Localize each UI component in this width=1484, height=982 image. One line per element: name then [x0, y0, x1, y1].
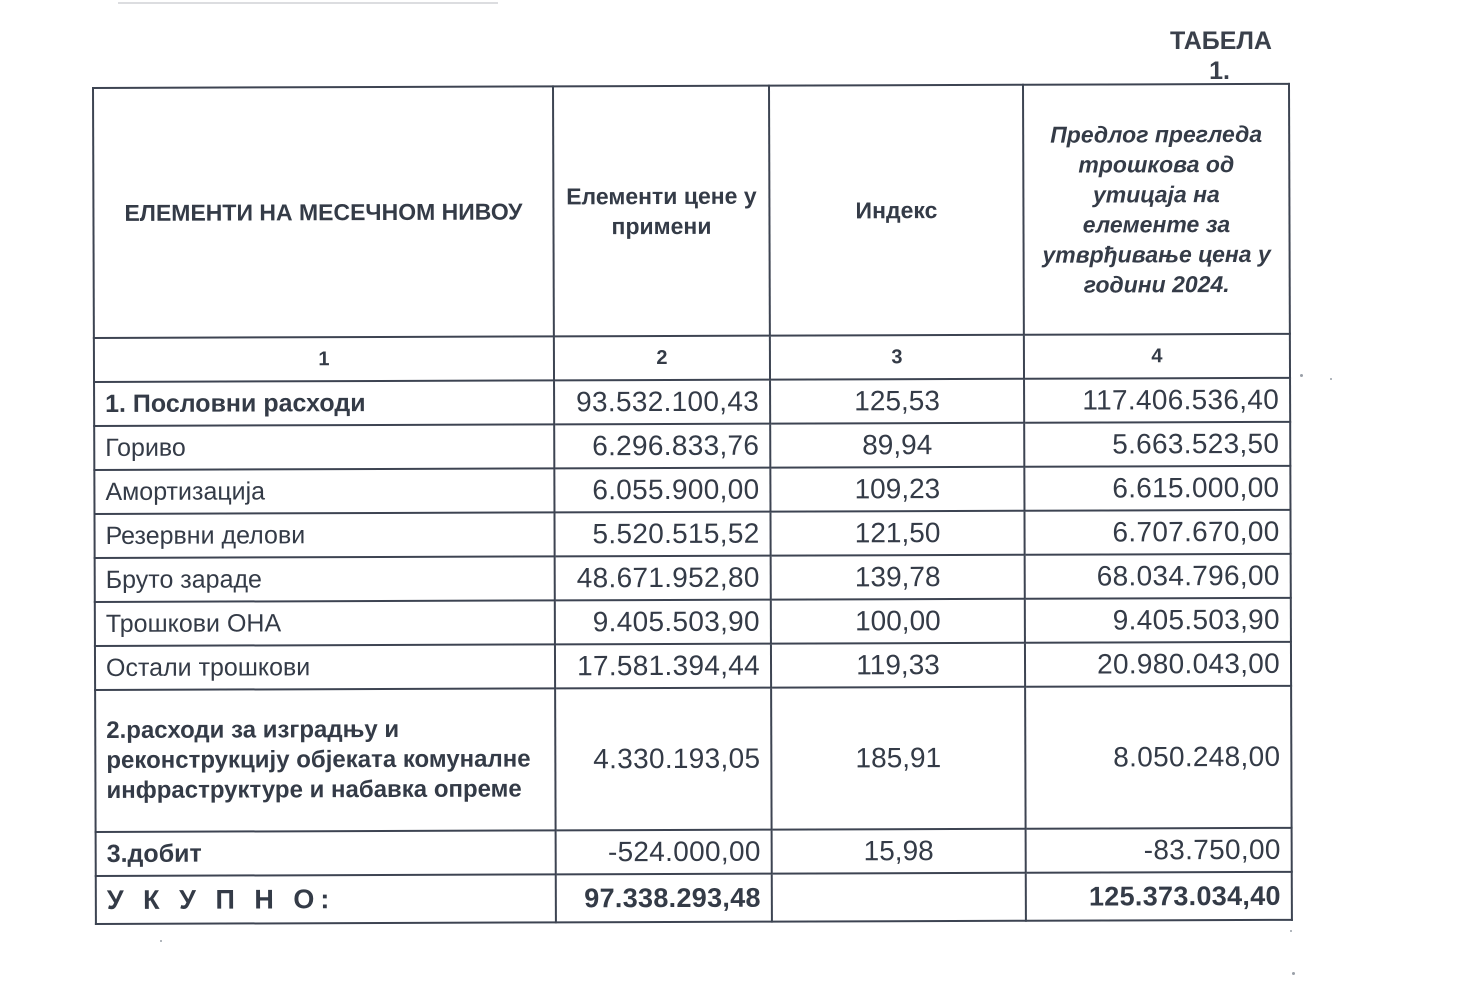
row-index: 121,50: [770, 511, 1024, 556]
table-label-title: ТАБЕЛА: [1170, 27, 1272, 55]
row-index: 185,91: [771, 687, 1025, 830]
row-price: 4.330.193,05: [555, 688, 771, 831]
row-label: Бруто зараде: [95, 556, 555, 602]
row-label: Трошкови ОНА: [95, 600, 555, 646]
row-price: 6.055.900,00: [554, 468, 770, 513]
row-index: 119,33: [771, 643, 1025, 688]
table-label: [1150, 26, 1280, 86]
row-label: Резервни делови: [94, 512, 554, 558]
total-price: 97.338.293,48: [556, 874, 772, 923]
table-row: [94, 466, 1290, 514]
row-price: -524.000,00: [556, 830, 772, 875]
header-elements-monthly: ЕЛЕМЕНТИ НА МЕСЕЧНОМ НИВОУ: [93, 86, 554, 338]
table-row: [95, 598, 1291, 646]
table-row: [95, 554, 1291, 602]
scan-speck: [1292, 972, 1295, 975]
row-index: 125,53: [770, 379, 1024, 424]
row-proposal: 6.615.000,00: [1024, 466, 1290, 511]
row-label: Гориво: [94, 424, 554, 470]
scan-speck: [1330, 378, 1332, 380]
column-number: 1: [94, 336, 554, 382]
table-row: [94, 422, 1290, 470]
row-price: 93.532.100,43: [554, 380, 770, 425]
row-price: 9.405.503,90: [555, 600, 771, 645]
row-proposal: 8.050.248,00: [1025, 686, 1291, 829]
row-proposal: 117.406.536,40: [1024, 378, 1290, 423]
row-proposal: 20.980.043,00: [1025, 642, 1291, 687]
table-label-number: 1.: [1209, 57, 1230, 85]
row-proposal: 68.034.796,00: [1025, 554, 1291, 599]
total-index: [772, 873, 1026, 922]
row-proposal: 5.663.523,50: [1024, 422, 1290, 467]
scan-speck: [1290, 930, 1292, 932]
row-proposal: -83.750,00: [1026, 828, 1292, 873]
row-index: 89,94: [770, 423, 1024, 468]
header-price-elements: Елементи цене у примени: [553, 86, 770, 337]
row-price: 6.296.833,76: [554, 424, 770, 469]
total-label: У К У П Н О:: [96, 874, 556, 924]
total-proposal: 125.373.034,40: [1026, 872, 1292, 921]
row-price: 17.581.394,44: [555, 644, 771, 689]
column-number: 2: [554, 336, 770, 381]
row-proposal: 6.707.670,00: [1024, 510, 1290, 555]
row-label: Остали трошкови: [95, 644, 555, 690]
total-row: [96, 872, 1292, 924]
table-row: [94, 378, 1290, 426]
row-label: 2.расходи за изградњу и реконструкцију објеката комуналне инфраструктуре и набавка опреме: [95, 688, 555, 832]
scan-speck: [1300, 374, 1303, 377]
cost-elements-table: [92, 83, 1293, 925]
row-index: 100,00: [771, 599, 1025, 644]
row-index: 15,98: [772, 829, 1026, 874]
row-index: 139,78: [771, 555, 1025, 600]
row-price: 48.671.952,80: [555, 556, 771, 601]
table-row: [96, 828, 1292, 876]
table-row: [94, 510, 1290, 558]
header-index: Индекс: [769, 85, 1024, 336]
row-index: 109,23: [770, 467, 1024, 512]
column-number-row: [94, 334, 1290, 382]
table-header-row: [93, 84, 1290, 338]
column-number: 4: [1024, 334, 1290, 379]
row-proposal: 9.405.503,90: [1025, 598, 1291, 643]
row-price: 5.520.515,52: [554, 512, 770, 557]
row-label: 1. Пословни расходи: [94, 380, 554, 426]
table-row: [95, 686, 1291, 832]
header-proposal-2024: Предлог прегледа трошкова од утицаја на елементе за утврђивање цена у години 2024.: [1023, 84, 1290, 335]
column-number: 3: [770, 335, 1024, 380]
row-label: Амортизација: [94, 468, 554, 514]
row-label: 3.добит: [96, 830, 556, 876]
scan-speck: [160, 940, 162, 942]
page-top-edge: [0, 0, 1484, 8]
table-row: [95, 642, 1291, 690]
